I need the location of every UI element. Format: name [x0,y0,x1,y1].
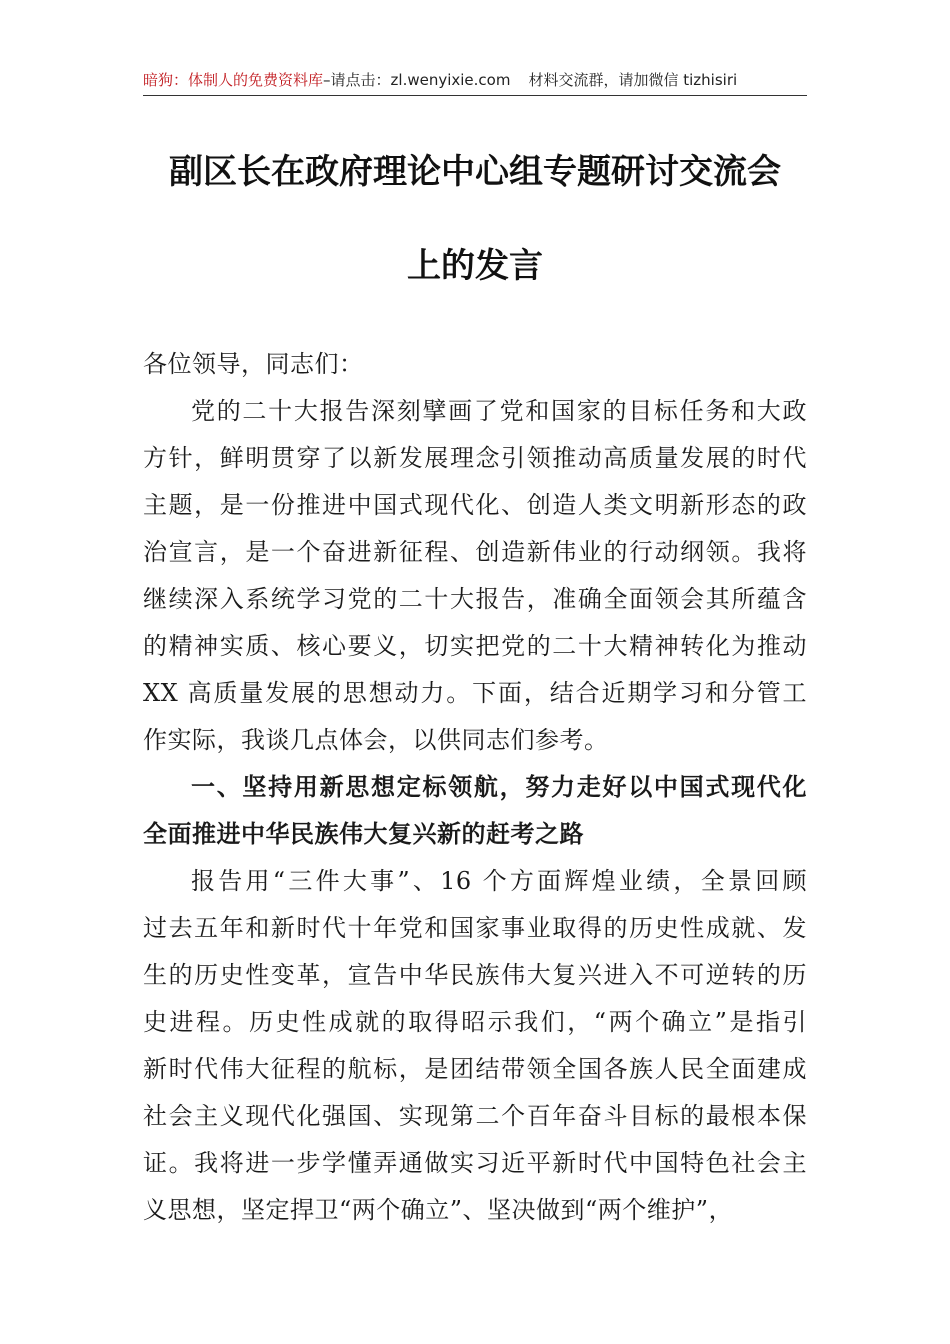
paragraph-2-line: 生的历史性变革，宣告中华民族伟大复兴进入不可逆转的历 [143,961,807,989]
salutation: 各位领导，同志们： [143,350,364,378]
paragraph-1-line: 主题，是一份推进中国式现代化、创造人类文明新形态的政 [143,491,807,519]
paragraph-1-line: 继续深入系统学习党的二十大报告，准确全面领会其所蕴含 [143,585,807,613]
section-heading-1-line: 全面推进中华民族伟大复兴新的赶考之路 [143,820,584,848]
paragraph-1-line: 作实际，我谈几点体会，以供同志们参考。 [143,726,609,754]
paragraph-2-line: 史进程。历史性成就的取得昭示我们，“两个确立”是指引 [143,1008,807,1036]
header-site-link[interactable]: zl.wenyixie.com [390,71,511,89]
document-title-line-2: 上的发言 [407,246,543,286]
paragraph-2-line: 社会主义现代化强国、实现第二个百年奋斗目标的最根本保 [143,1102,807,1130]
header-site-name: 暗狗：体制人的免费资料库 [143,71,324,89]
header-divider [143,95,807,96]
paragraph-2-line: 新时代伟大征程的航标，是团结带领全国各族人民全面建成 [143,1055,807,1083]
header-wechat-note: 材料交流群，请加微信 tizhisiri [528,71,738,89]
header-click-prompt: –请点击： [323,71,391,89]
paragraph-2-line: 义思想，坚定捍卫“两个确立”、坚决做到“两个维护”， [143,1196,734,1224]
page-header-banner [143,66,807,94]
document-title-line-1: 副区长在政府理论中心组专题研讨交流会 [169,152,781,192]
paragraph-1-line: 的精神实质、核心要义，切实把党的二十大精神转化为推动 [143,632,807,660]
paragraph-1-line: XX 高质量发展的思想动力。下面，结合近期学习和分管工 [143,679,807,707]
paragraph-1-line: 党的二十大报告深刻擘画了党和国家的目标任务和大政 [191,397,807,425]
paragraph-2-line: 证。我将进一步学懂弄通做实习近平新时代中国特色社会主 [143,1149,807,1177]
paragraph-1-line: 方针，鲜明贯穿了以新发展理念引领推动高质量发展的时代 [143,444,807,472]
paragraph-2-line: 报告用“三件大事”、16 个方面辉煌业绩，全景回顾 [191,867,807,895]
paragraph-1-line: 治宣言，是一个奋进新征程、创造新伟业的行动纲领。我将 [143,538,807,566]
section-heading-1-line: 一、坚持用新思想定标领航，努力走好以中国式现代化 [191,773,807,801]
paragraph-2-line: 过去五年和新时代十年党和国家事业取得的历史性成就、发 [143,914,807,942]
